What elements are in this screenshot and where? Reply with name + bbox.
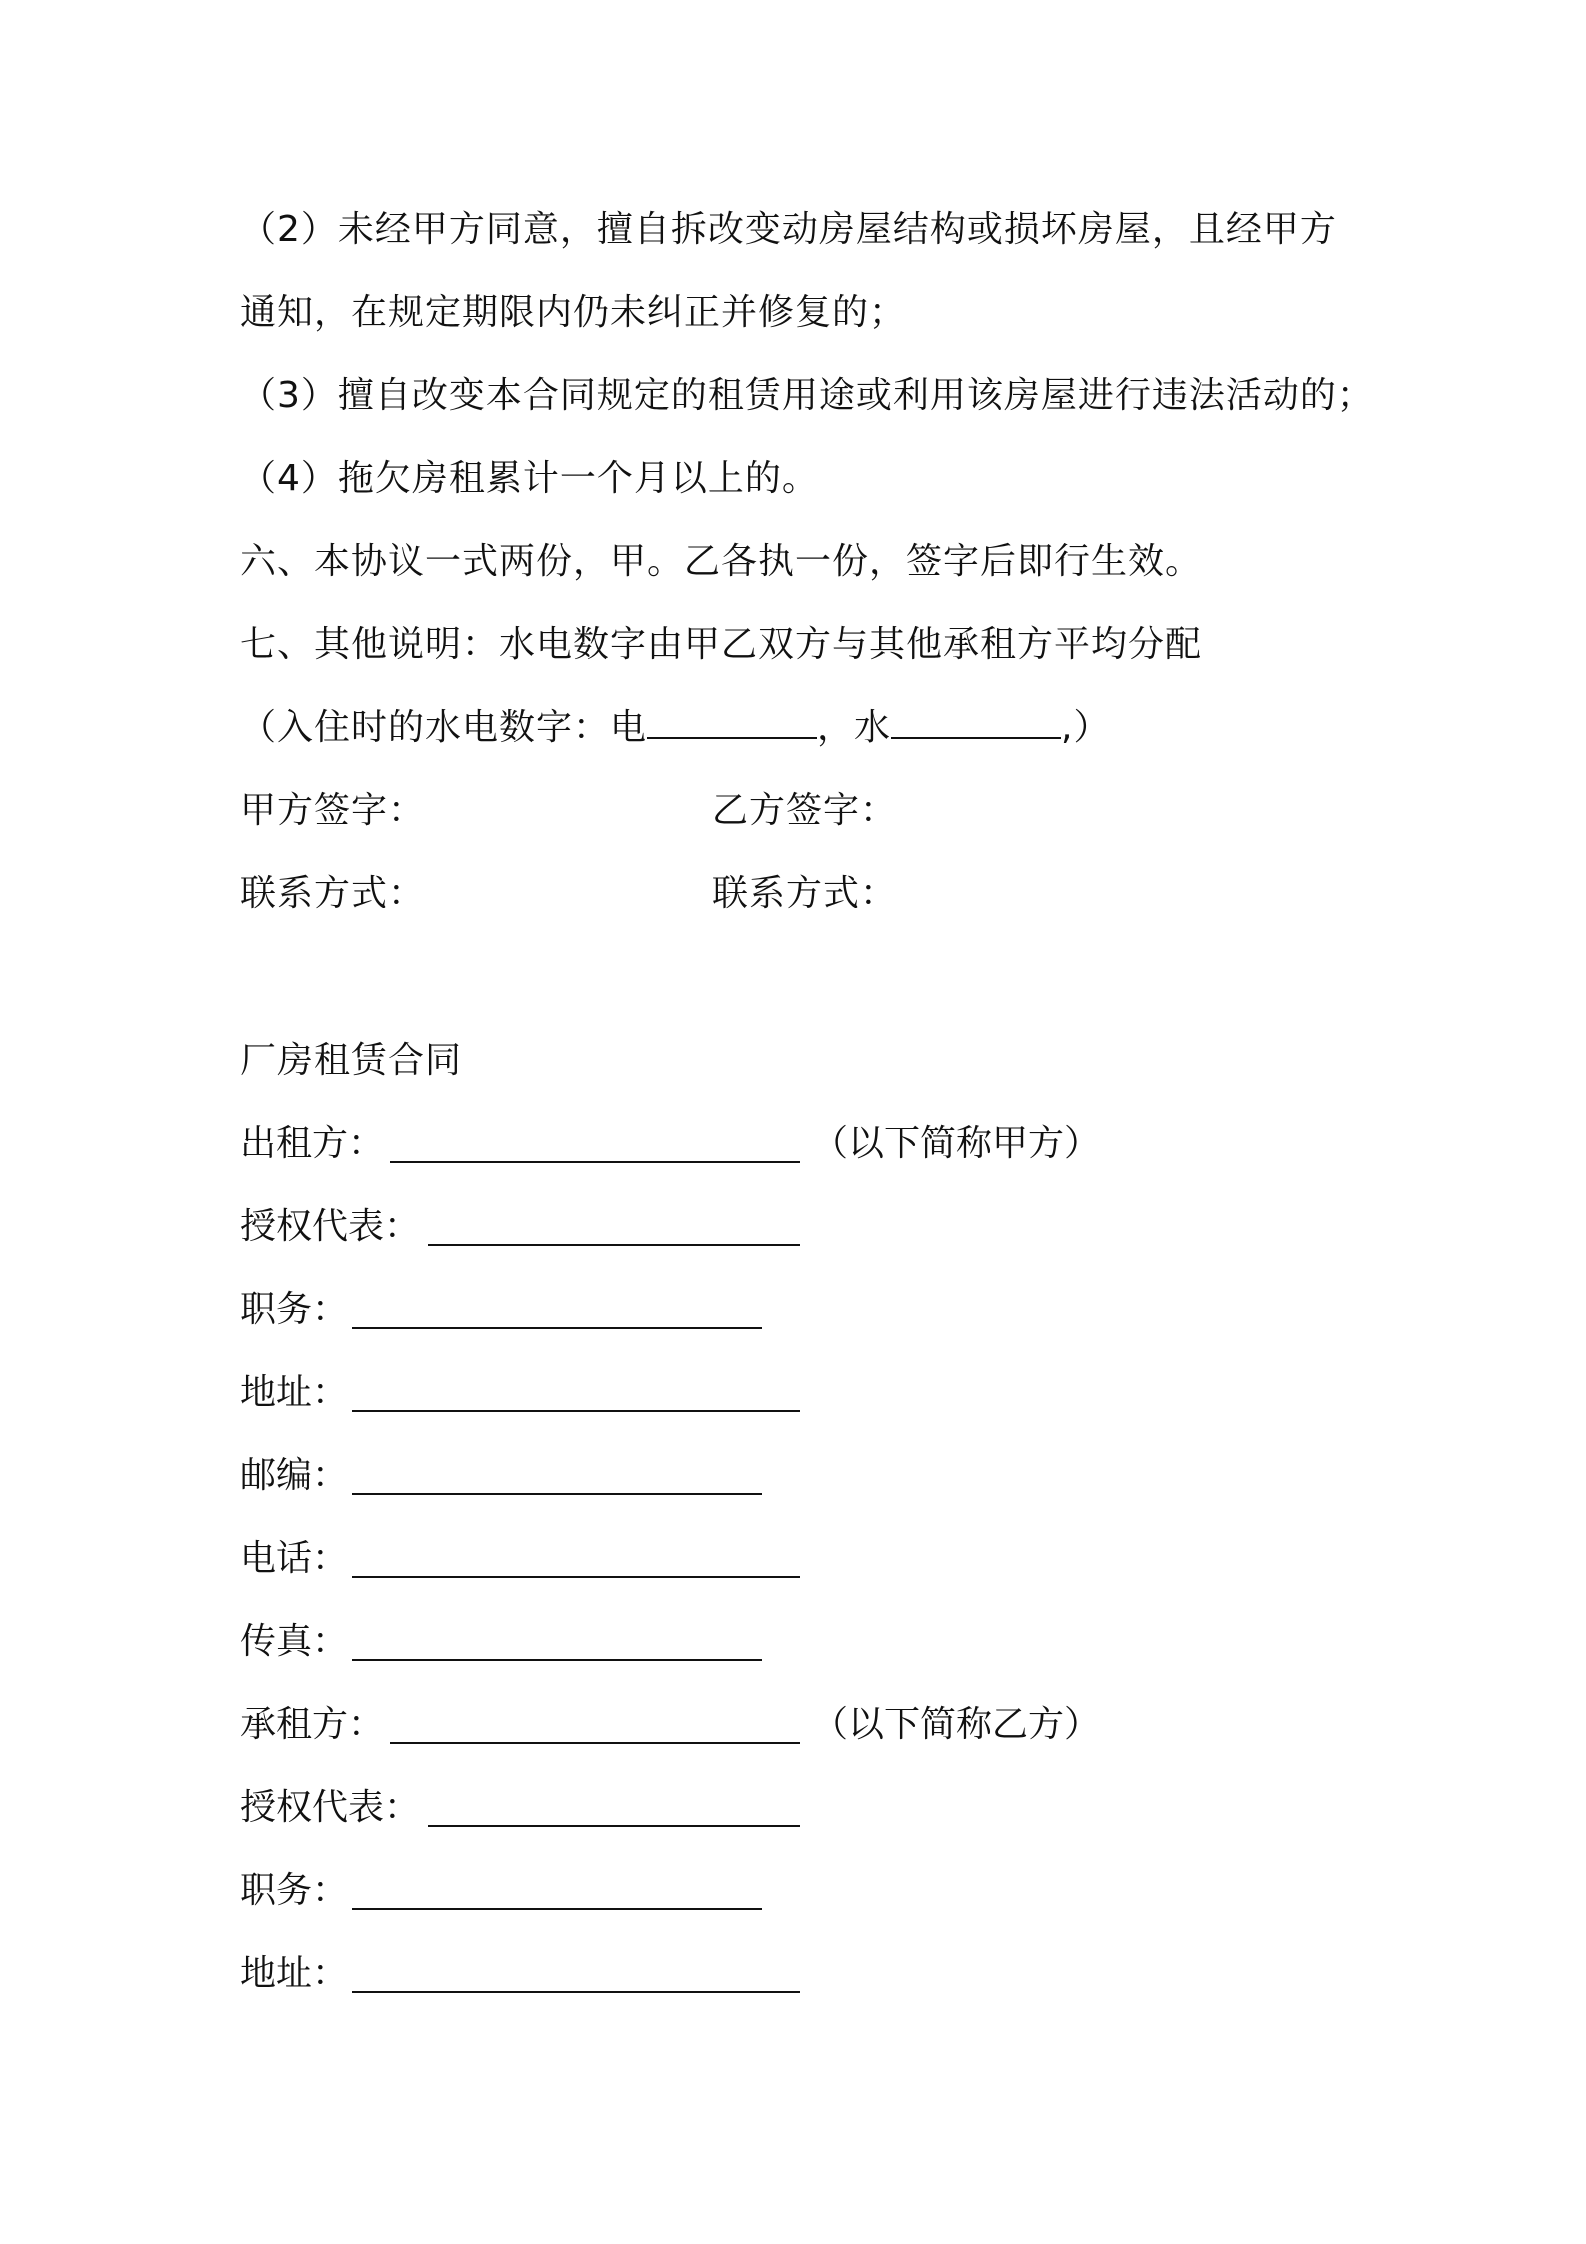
party-a-signature-label: 甲方签字： <box>240 790 426 831</box>
field-label: 授权代表： <box>240 1787 421 1828</box>
field-label: 邮编： <box>240 1455 349 1496</box>
lessee-blank[interactable] <box>390 1708 800 1744</box>
clause-seven: 七、其他说明：水电数字由甲乙双方与其他承租方平均分配 <box>240 624 1203 665</box>
lessee-field <box>240 1700 1101 1750</box>
lessor-representative-blank[interactable] <box>428 1210 800 1246</box>
clause-3: （3）擅自改变本合同规定的租赁用途或利用该房屋进行违法活动的； <box>240 375 1374 416</box>
field-label: 地址： <box>240 1953 349 1994</box>
lessor-blank[interactable] <box>390 1127 800 1163</box>
field-label: 职务： <box>240 1289 349 1330</box>
lessee-position-field <box>240 1866 348 1916</box>
lessee-position-blank[interactable] <box>352 1874 762 1910</box>
lessor-position-blank[interactable] <box>352 1293 762 1329</box>
meter-middle: ，水 <box>817 707 892 748</box>
field-label: 职务： <box>240 1870 349 1911</box>
lessee-representative-blank[interactable] <box>428 1791 800 1827</box>
contract-title: 厂房租赁合同 <box>240 1040 463 1081</box>
clause-2-line-1: （2）未经甲方同意，擅自拆改变动房屋结构或损坏房屋，且经甲方 <box>240 209 1337 250</box>
electricity-blank[interactable] <box>647 703 817 739</box>
field-label: 承租方： <box>240 1704 385 1745</box>
meter-reading-line <box>240 703 1110 753</box>
lessor-address-field <box>240 1368 348 1418</box>
lessor-postcode-blank[interactable] <box>352 1459 762 1495</box>
lessor-representative-field <box>240 1202 420 1252</box>
lessee-address-blank[interactable] <box>352 1957 800 1993</box>
field-label: 地址： <box>240 1372 349 1413</box>
meter-prefix: （入住时的水电数字：电 <box>240 707 648 748</box>
field-label: 电话： <box>240 1538 349 1579</box>
water-blank[interactable] <box>891 703 1061 739</box>
field-label: 出租方： <box>240 1123 385 1164</box>
party-a-contact-label: 联系方式： <box>240 873 426 914</box>
signature-row <box>240 786 425 836</box>
lessee-address-field <box>240 1949 348 1999</box>
lessor-field <box>240 1119 1101 1169</box>
lessor-suffix: （以下简称甲方） <box>812 1123 1101 1164</box>
lessor-fax-blank[interactable] <box>352 1625 762 1661</box>
lessor-phone-blank[interactable] <box>352 1542 800 1578</box>
party-b-contact-label: 联系方式： <box>712 873 898 914</box>
lessor-address-blank[interactable] <box>352 1376 800 1412</box>
party-b-signature-label: 乙方签字： <box>712 790 898 831</box>
field-label: 传真： <box>240 1621 349 1662</box>
lessor-postcode-field <box>240 1451 348 1501</box>
lessor-phone-field <box>240 1534 348 1584</box>
meter-suffix: ,） <box>1061 707 1111 748</box>
clause-4: （4）拖欠房租累计一个月以上的。 <box>240 458 819 499</box>
lessee-representative-field <box>240 1783 420 1833</box>
lessor-fax-field <box>240 1617 348 1667</box>
clause-six: 六、本协议一式两份，甲。乙各执一份，签字后即行生效。 <box>240 541 1203 582</box>
field-label: 授权代表： <box>240 1206 421 1247</box>
lessor-position-field <box>240 1285 348 1335</box>
lessee-suffix: （以下简称乙方） <box>812 1704 1101 1745</box>
clause-2-line-2: 通知，在规定期限内仍未纠正并修复的； <box>240 292 907 333</box>
